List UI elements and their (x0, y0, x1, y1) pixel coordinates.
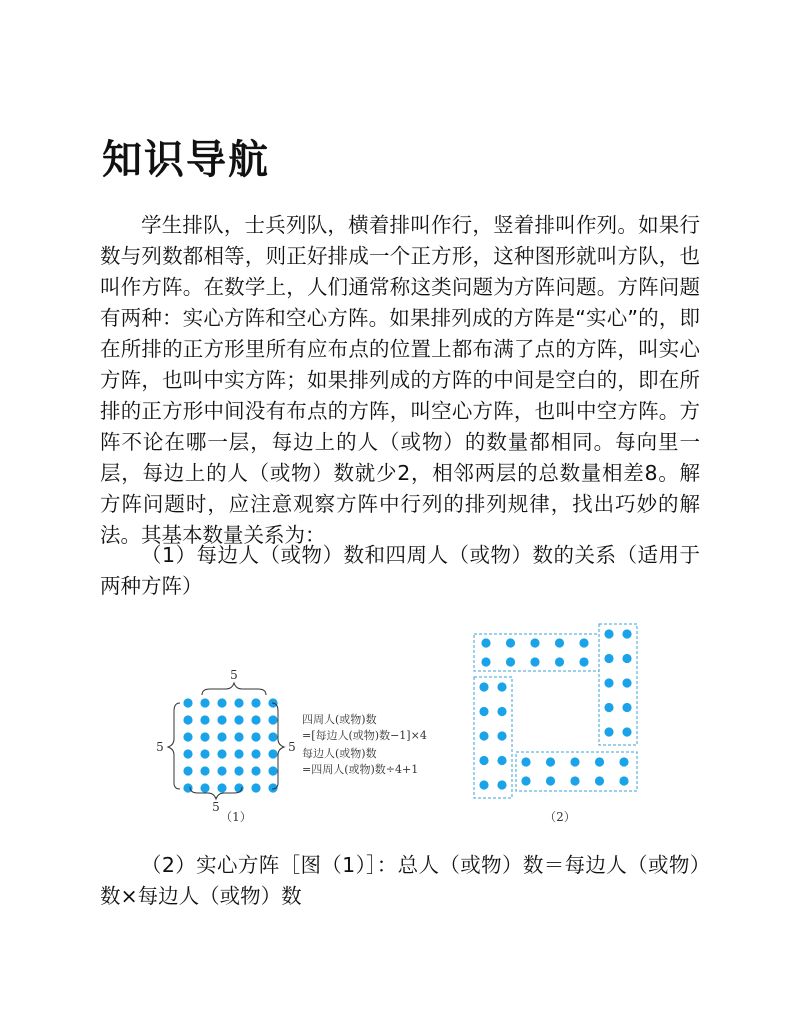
array-dot (217, 783, 226, 792)
array-dot (579, 657, 588, 666)
array-dot (521, 776, 530, 785)
array-dot (200, 766, 209, 775)
top-brace (202, 683, 266, 695)
array-dot (479, 756, 488, 765)
bottom-count-label: 5 (212, 800, 220, 814)
array-dot (622, 703, 631, 712)
intro-paragraph: 学生排队，士兵列队，横着排叫作行，竖着排叫作列。如果行数与列数都相等，则正好排成一个正方形，这种图形就叫方队，也叫作方阵。在数学上，人们通常称这类问题为方阵问题。方阵问题有两种：实心方阵和空心方阵。如果排列成的方阵是“实心”的，即在所排的正方形里所有应布点的位置上都布满了点的方阵，叫实心方阵，也叫中实方阵；如果排列成的方阵的中间是空白的，即在所排的正方形中间没有布点的方阵，叫空心方阵，也叫中空方阵。方阵不论在哪一层，每边上的人（或物）的数量都相同。每向里一层，每边上的人（或物）数就少2，相邻两层的总数量相差8。解方阵问题时，应注意观察方阵中行列的排列规律，找出巧妙的解法。其基本数量关系为： (100, 213, 700, 547)
left-count-label: 5 (156, 740, 164, 754)
bottom-brace (190, 787, 242, 799)
array-dot (200, 749, 209, 758)
array-dot (200, 698, 209, 707)
array-dot (622, 629, 631, 638)
array-dot (546, 776, 555, 785)
array-dot (251, 715, 260, 724)
array-dot (506, 638, 515, 647)
array-dot (481, 657, 490, 666)
array-dot (217, 732, 226, 741)
array-dot (268, 766, 277, 775)
array-dot (234, 698, 243, 707)
array-dot (619, 757, 628, 766)
array-dot (622, 654, 631, 663)
figure-2-caption: （2） (544, 810, 576, 824)
array-dot (497, 731, 506, 740)
array-dot (595, 757, 604, 766)
array-dot (497, 682, 506, 691)
array-dot (479, 731, 488, 740)
array-dot (268, 732, 277, 741)
array-dot (251, 766, 260, 775)
array-dot (251, 698, 260, 707)
array-dot (506, 657, 515, 666)
perimeter-formula-line1: 四周人(或物)数 (302, 713, 377, 726)
array-dot (234, 732, 243, 741)
array-dot (497, 756, 506, 765)
array-dot (251, 783, 260, 792)
hollow-array-dots (479, 629, 631, 789)
array-dot (479, 780, 488, 789)
array-dot (604, 727, 613, 736)
top-count-label: 5 (230, 668, 238, 682)
solid-array-dots (183, 698, 277, 792)
array-dot (619, 776, 628, 785)
array-dot (546, 757, 555, 766)
array-dot (183, 749, 192, 758)
array-dot (217, 766, 226, 775)
array-dot (251, 732, 260, 741)
page-title: 知识导航 (102, 137, 270, 183)
array-dot (622, 727, 631, 736)
array-dot (183, 732, 192, 741)
array-dot (595, 776, 604, 785)
array-dot (268, 715, 277, 724)
array-dot (200, 715, 209, 724)
array-dot (234, 749, 243, 758)
array-dot (521, 757, 530, 766)
solid-array-figure (150, 665, 450, 835)
array-dot (234, 715, 243, 724)
array-dot (570, 776, 579, 785)
left-brace (168, 703, 180, 789)
array-dot (555, 638, 564, 647)
array-dot (579, 638, 588, 647)
array-dot (217, 698, 226, 707)
array-dot (481, 638, 490, 647)
array-dot (622, 678, 631, 687)
array-dot (251, 749, 260, 758)
rule-2-paragraph: （2）实心方阵［图（1）］：总人（或物）数＝每边人（或物）数×每边人（或物）数 (100, 853, 700, 908)
array-dot (268, 749, 277, 758)
side-formula-line1: 每边人(或物)数 (302, 747, 377, 760)
array-dot (555, 657, 564, 666)
array-dot (604, 629, 613, 638)
array-dot (234, 766, 243, 775)
figure-1-caption: （1） (220, 810, 252, 824)
perimeter-formula-line2: =[每边人(或物)数−1]×4 (302, 729, 427, 742)
right-count-label: 5 (288, 740, 296, 754)
array-dot (604, 654, 613, 663)
array-dot (183, 715, 192, 724)
array-dot (497, 780, 506, 789)
array-dot (530, 638, 539, 647)
array-dot (570, 757, 579, 766)
array-dot (479, 707, 488, 716)
array-dot (217, 749, 226, 758)
rule-1-paragraph: （1）每边人（或物）数和四周人（或物）数的关系（适用于两种方阵） (100, 543, 700, 598)
array-dot (497, 707, 506, 716)
array-dot (200, 732, 209, 741)
array-dot (217, 715, 226, 724)
array-dot (604, 678, 613, 687)
array-dot (183, 766, 192, 775)
hollow-array-figure (460, 615, 650, 835)
array-dot (604, 703, 613, 712)
array-dot (530, 657, 539, 666)
array-dot (183, 698, 192, 707)
array-dot (479, 682, 488, 691)
array-dot (200, 783, 209, 792)
side-formula-line2: =四周人(或物)数÷4+1 (302, 763, 419, 776)
